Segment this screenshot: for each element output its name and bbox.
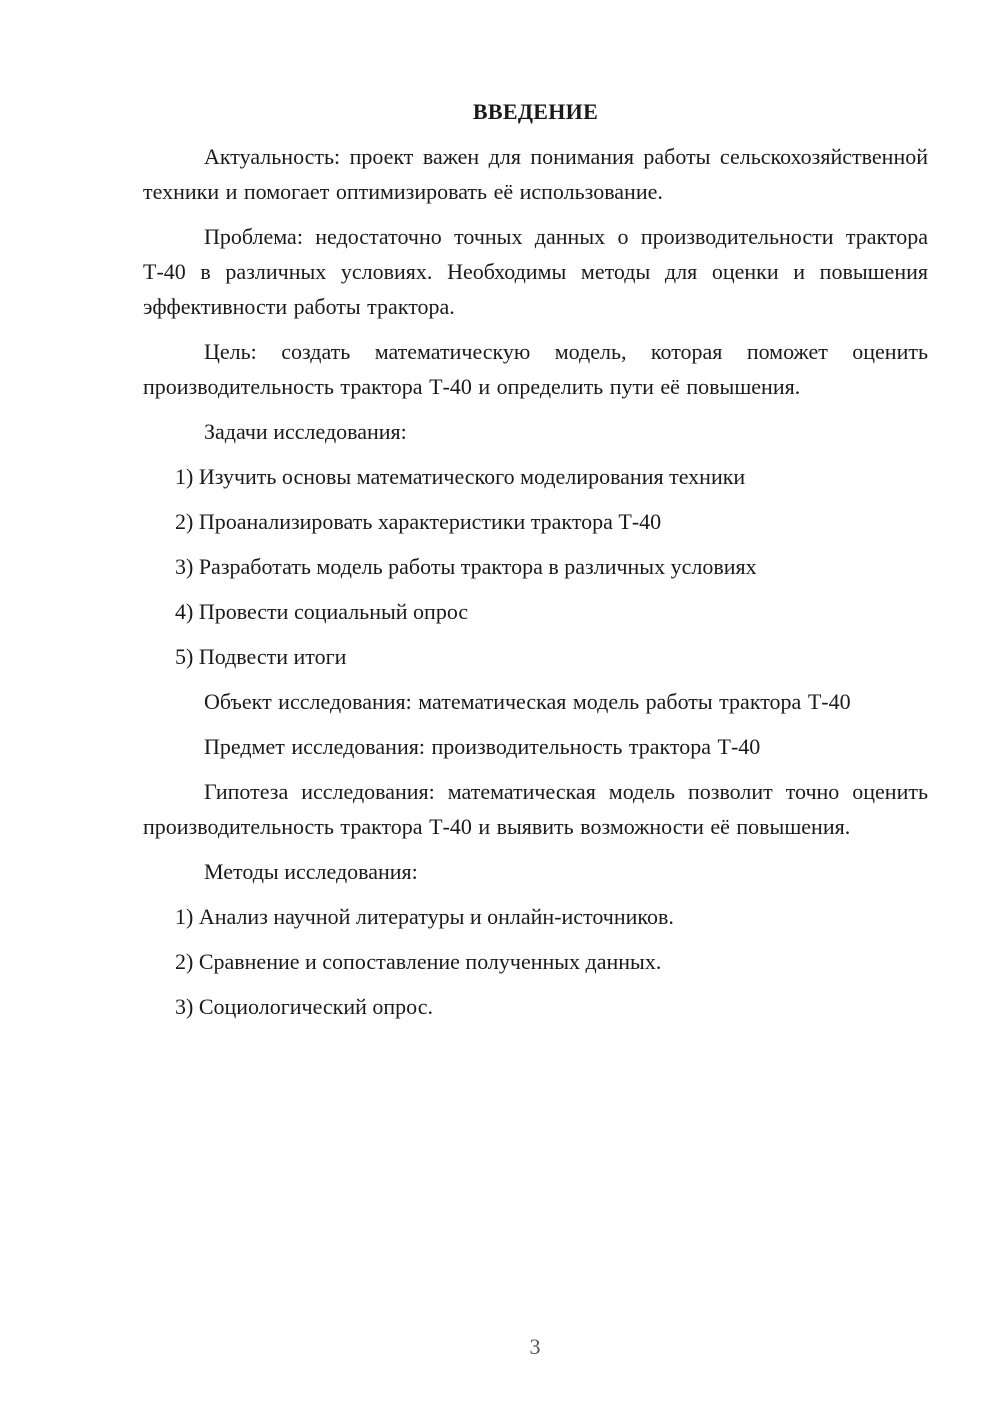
paragraph-problem: Проблема: недостаточно точных данных о производительности трактора Т-40 в различных условиях. Необходимы методы для оценки и повышения эффективности работы трактора.: [143, 224, 928, 319]
list-item: 3) Разработать модель работы трактора в различных условиях: [175, 554, 757, 579]
list-item: 1) Изучить основы математического моделирования техники: [175, 464, 746, 489]
list-item: 2) Проанализировать характеристики трактора Т-40: [175, 509, 662, 534]
methods-list: [143, 899, 928, 1024]
document-page: [143, 94, 928, 1034]
paragraph-relevance: Актуальность: проект важен для понимания работы сельскохозяйственной техники и помогает оптимизировать её использование.: [143, 144, 928, 204]
tasks-list: [143, 459, 928, 674]
document-title: ВВЕДЕНИЕ: [472, 99, 599, 124]
list-item: 2) Сравнение и сопоставление полученных данных.: [175, 949, 662, 974]
paragraph-goal: Цель: создать математическую модель, которая поможет оценить производительность трактора Т-40 и определить пути её повышения.: [143, 339, 928, 399]
paragraph-object: Объект исследования: математическая модель работы трактора Т-40: [204, 689, 851, 714]
page-number: 3: [529, 1334, 541, 1359]
list-item: 4) Провести социальный опрос: [175, 599, 469, 624]
tasks-heading: Задачи исследования:: [204, 419, 407, 444]
paragraph-subject: Предмет исследования: производительность трактора Т-40: [204, 734, 761, 759]
methods-heading: Методы исследования:: [204, 859, 418, 884]
list-item: 1) Анализ научной литературы и онлайн-источников.: [175, 904, 674, 929]
list-item: 3) Социологический опрос.: [175, 994, 433, 1019]
paragraph-hypothesis: Гипотеза исследования: математическая модель позволит точно оценить производительность трактора Т-40 и выявить возможности её повышения.: [143, 779, 928, 839]
list-item: 5) Подвести итоги: [175, 644, 347, 669]
